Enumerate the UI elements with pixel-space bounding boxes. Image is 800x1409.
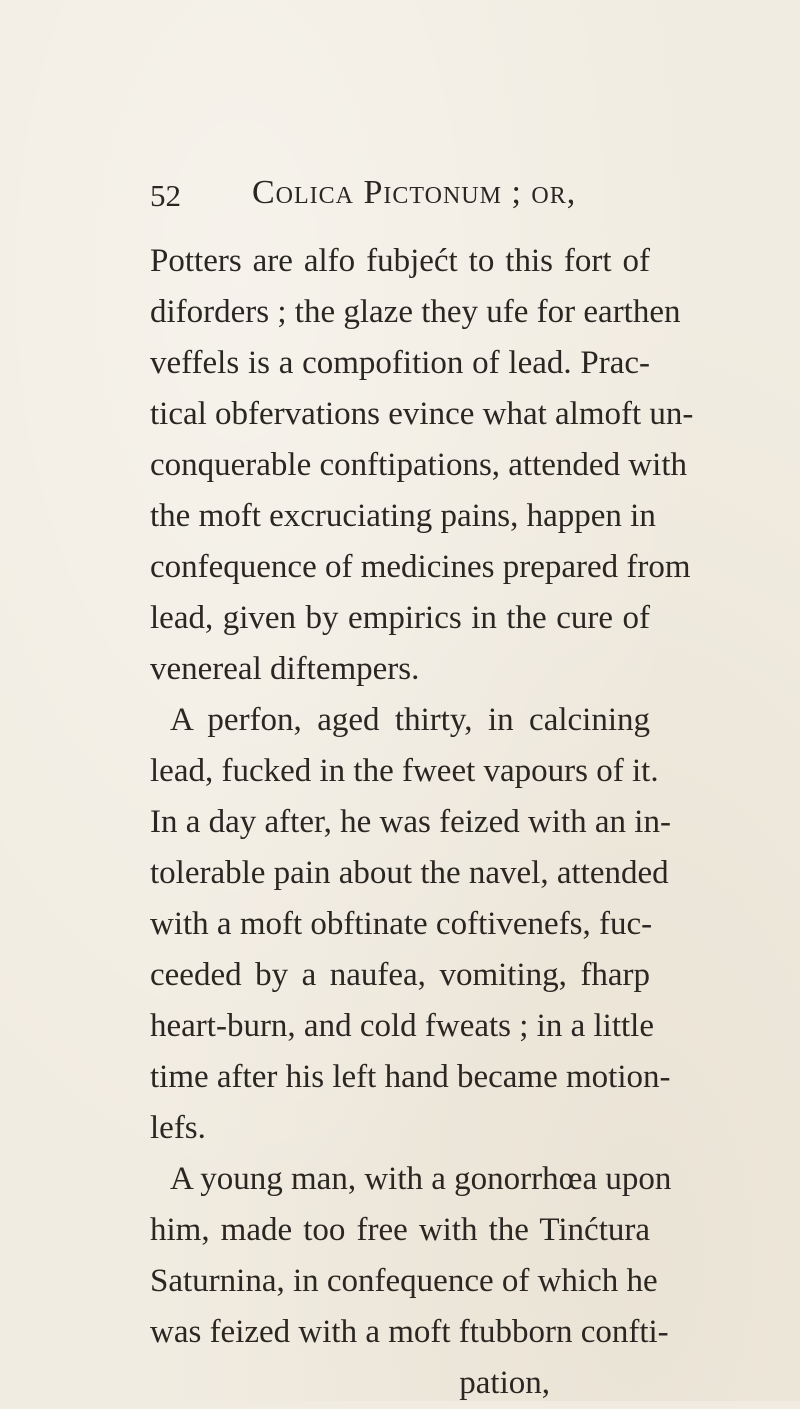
- text-line: venereal diftempers.: [150, 651, 420, 687]
- text-line: was feized with a moft ftubborn confti-: [150, 1314, 669, 1350]
- page-header: [150, 168, 650, 218]
- text-line: Potters are alfo fubjećt to this fort of: [150, 243, 650, 279]
- text-line: with a moft obftinate coftivenefs, fuc-: [150, 906, 653, 942]
- running-head: Colica Pictonum ; or,: [252, 174, 577, 211]
- text-line: A young man, with a gonorrhœa upon: [170, 1161, 672, 1197]
- text-line: A perfon, aged thirty, in calcining: [170, 702, 650, 738]
- text-line: heart-burn, and cold fweats ; in a little: [150, 1008, 654, 1044]
- page-number: 52: [150, 178, 181, 213]
- text-line: conquerable conftipations, attended with: [150, 447, 687, 483]
- text-line: confequence of medicines prepared from: [150, 549, 691, 585]
- text-line: the moft excruciating pains, happen in: [150, 498, 656, 534]
- text-line: lefs.: [150, 1110, 206, 1146]
- text-line: In a day after, he was feized with an in-: [150, 804, 671, 840]
- body-text: [150, 236, 694, 1409]
- text-line: Saturnina, in confequence of which he: [150, 1263, 658, 1299]
- text-line: lead, fucked in the fweet vapours of it.: [150, 753, 659, 789]
- text-line: ceeded by a naufea, vomiting, fharp: [150, 957, 650, 993]
- text-line: veffels is a compofition of lead. Prac-: [150, 345, 650, 381]
- text-line: time after his left hand became motion-: [150, 1059, 671, 1095]
- text-line: him, made too free with the Tinćtura: [150, 1212, 650, 1248]
- text-line: tolerable pain about the navel, attended: [150, 855, 669, 891]
- text-line: diforders ; the glaze they ufe for earthen: [150, 294, 681, 330]
- text-line: tical obfervations evince what almoft un-: [150, 396, 694, 432]
- text-line: lead, given by empirics in the cure of: [150, 600, 650, 636]
- catchword: pation,: [459, 1365, 550, 1401]
